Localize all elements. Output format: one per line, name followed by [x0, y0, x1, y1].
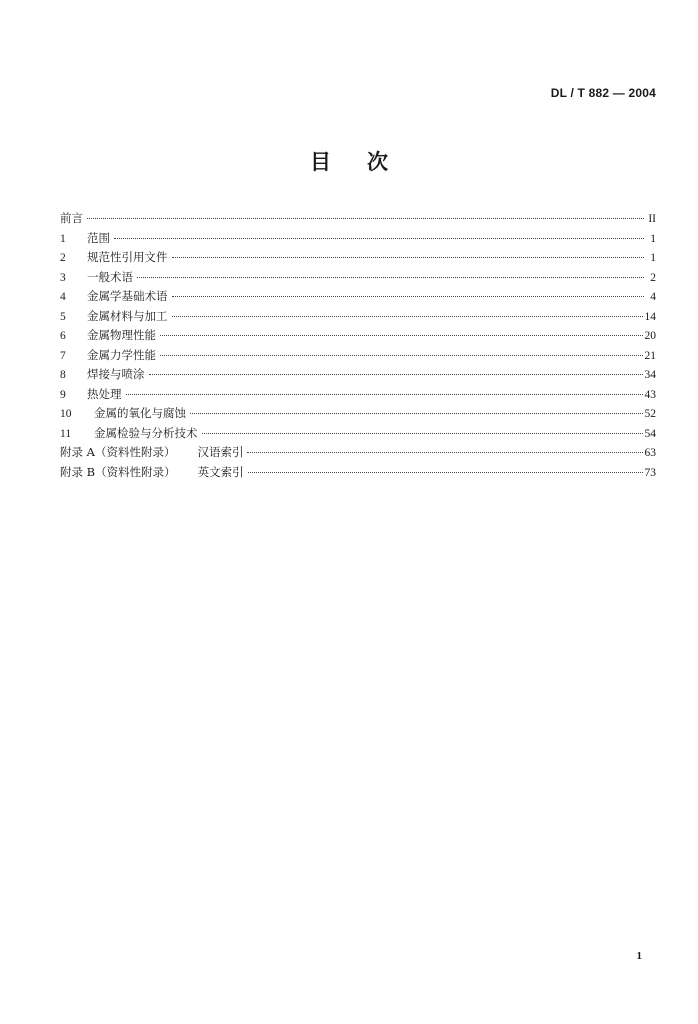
toc-entry[interactable]	[60, 404, 656, 424]
toc-entry-number: 3	[60, 271, 66, 284]
toc-entry-number: 8	[60, 369, 66, 381]
toc-entry-page: 52	[644, 408, 656, 420]
toc-dot-leader	[172, 296, 645, 297]
toc-entry-number: 2	[60, 252, 66, 264]
toc-dot-leader	[172, 316, 643, 317]
page-number: 1	[636, 950, 642, 962]
toc-entry-label: 一般术语	[87, 269, 133, 284]
standard-code: DL / T 882 — 2004	[550, 86, 656, 100]
toc-entry-page: 73	[644, 466, 656, 479]
toc-entry[interactable]	[60, 424, 656, 444]
toc-entry[interactable]	[60, 326, 656, 346]
toc-dot-leader	[114, 238, 644, 239]
toc-dot-leader	[202, 433, 643, 434]
toc-entry-page: 54	[644, 427, 656, 440]
toc-dot-leader	[160, 355, 643, 356]
toc-entry-page: 1	[650, 252, 656, 264]
toc-entry-number: 11	[60, 427, 72, 440]
toc-entry-number: 4	[60, 291, 66, 303]
toc-entry[interactable]	[60, 268, 656, 288]
toc-dot-leader	[87, 218, 644, 219]
toc-entry[interactable]	[60, 307, 656, 327]
toc-entry-page: 43	[644, 388, 656, 401]
toc-dot-leader	[247, 452, 642, 453]
toc-entry-label: 热处理	[87, 386, 122, 401]
toc-entry[interactable]	[60, 385, 656, 405]
toc-entry-number: 5	[60, 310, 66, 323]
toc-entry-page: 63	[644, 447, 656, 459]
toc-entry[interactable]	[60, 463, 656, 483]
toc-entry-label: 金属力学性能	[87, 347, 156, 362]
toc-entry-number: 9	[60, 388, 66, 401]
toc-dot-leader	[190, 413, 643, 414]
toc-entry[interactable]	[60, 287, 656, 307]
toc-entry-page: 4	[650, 291, 656, 303]
toc-dot-leader	[160, 335, 643, 336]
toc-entry[interactable]	[60, 346, 656, 366]
toc-dot-leader	[137, 277, 644, 278]
toc-entry[interactable]	[60, 209, 656, 229]
toc-entry-label: 金属材料与加工	[87, 308, 168, 323]
toc-entry-label: 附录 B（资料性附录）	[60, 464, 176, 479]
toc-entry-page: 14	[644, 310, 656, 323]
toc-entry-label: 金属检验与分析技术	[94, 425, 198, 440]
toc-entry-page: II	[648, 213, 656, 225]
toc-entry-page: 1	[650, 232, 656, 245]
toc-entry-label: 焊接与喷涂	[87, 367, 145, 381]
toc-entry-label: 金属学基础术语	[87, 289, 168, 303]
toc-entry-page: 20	[644, 330, 656, 342]
toc-entry-number: 6	[60, 330, 66, 342]
toc-dot-leader	[172, 257, 645, 258]
toc-entry[interactable]	[60, 365, 656, 385]
toc-entry-label: 金属物理性能	[87, 328, 156, 342]
toc-entry-subtitle: 汉语索引	[197, 445, 244, 459]
toc-entry-page: 34	[644, 369, 656, 381]
toc-entry[interactable]	[60, 229, 656, 249]
toc-dot-leader	[248, 472, 643, 473]
toc-dot-leader	[149, 374, 643, 375]
toc-entry-number: 10	[60, 408, 72, 420]
toc-entry-label: 范围	[87, 230, 110, 245]
toc-entry-subtitle: 英文索引	[197, 464, 244, 479]
toc-entry-page: 21	[644, 349, 656, 362]
toc-entry[interactable]	[60, 248, 656, 268]
toc-dot-leader	[126, 394, 643, 395]
toc-entry-label: 规范性引用文件	[87, 250, 168, 264]
toc-entry-page: 2	[650, 271, 656, 284]
page-title: 目次	[310, 149, 424, 174]
toc-entry-number: 7	[60, 349, 66, 362]
toc-entry-label: 金属的氧化与腐蚀	[94, 406, 186, 420]
toc-entry-label: 前言	[60, 211, 83, 225]
toc-entry-number: 1	[60, 232, 66, 245]
table-of-contents	[60, 209, 656, 482]
toc-entry-label: 附录 A（资料性附录）	[60, 445, 176, 459]
toc-entry[interactable]	[60, 443, 656, 463]
